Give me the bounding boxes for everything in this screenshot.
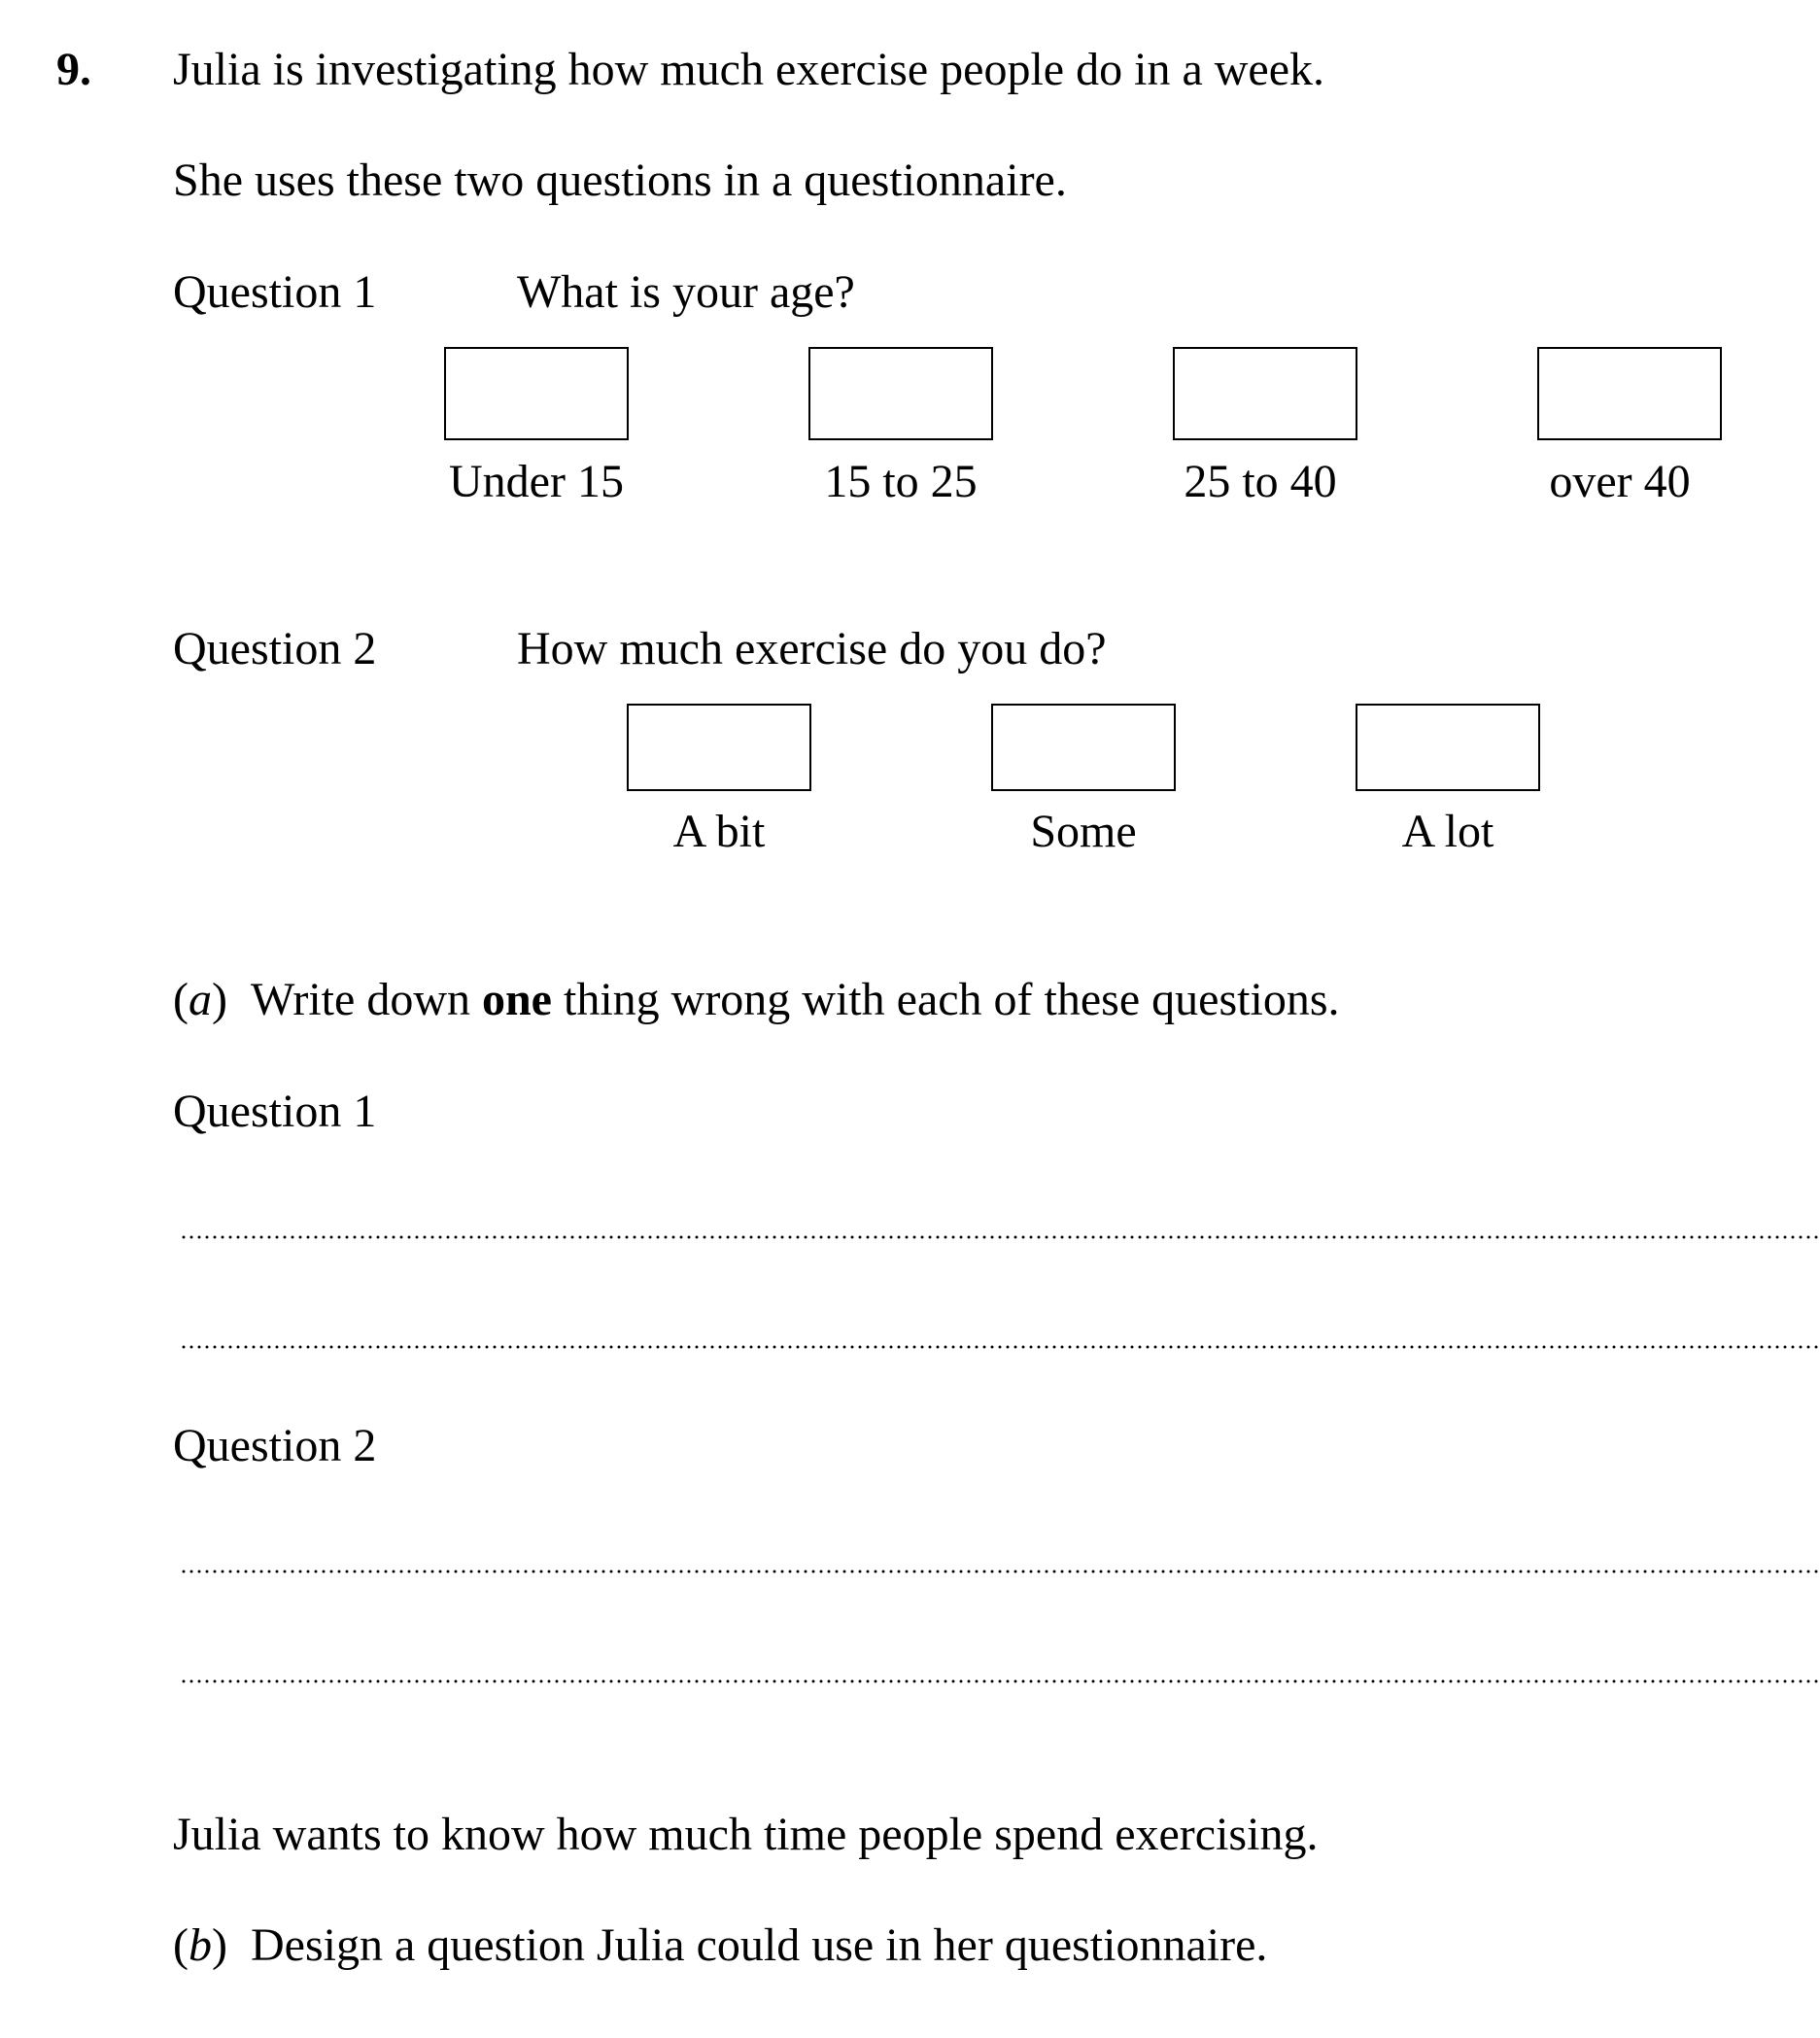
q2-text: How much exercise do you do?: [517, 623, 1107, 674]
question-number: 9.: [56, 44, 91, 95]
q2-option-label-1: A bit: [672, 806, 766, 857]
part-a-q2-label: Question 2: [173, 1420, 377, 1471]
answer-line-2[interactable]: [180, 1344, 1820, 1350]
part-a-letter: a: [188, 974, 212, 1025]
part-b-intro: Julia wants to know how much time people spend exercising.: [173, 1809, 1319, 1860]
answer-line-4[interactable]: [180, 1678, 1820, 1684]
q1-label: Question 1: [173, 266, 377, 318]
part-b-instruction: (b) Design a question Julia could use in her questionnaire.: [173, 1919, 1268, 1971]
q2-label: Question 2: [173, 623, 377, 674]
q1-option-label-1: Under 15: [449, 456, 624, 507]
part-a-text-before: Write down: [250, 974, 482, 1025]
q2-option-box-2[interactable]: [991, 704, 1176, 791]
q1-text: What is your age?: [517, 266, 855, 318]
answer-line-1[interactable]: [180, 1234, 1820, 1240]
answer-line-3[interactable]: [180, 1569, 1820, 1574]
part-a-q1-label: Question 1: [173, 1086, 377, 1137]
part-a-instruction: (a) Write down one thing wrong with each of these questions.: [173, 974, 1340, 1025]
q1-option-label-3: 25 to 40: [1184, 456, 1337, 507]
part-a-text-bold: one: [481, 974, 552, 1025]
q2-option-box-1[interactable]: [627, 704, 811, 791]
q1-option-label-2: 15 to 25: [824, 456, 978, 507]
part-b-text: Design a question Julia could use in her questionnaire.: [250, 1919, 1268, 1971]
part-b-letter: b: [188, 1919, 212, 1971]
q1-option-box-1[interactable]: [444, 347, 629, 440]
q2-option-box-3[interactable]: [1356, 704, 1540, 791]
q1-option-box-3[interactable]: [1173, 347, 1357, 440]
q1-option-box-2[interactable]: [808, 347, 993, 440]
q1-option-box-4[interactable]: [1537, 347, 1722, 440]
intro-line-2: She uses these two questions in a questionnaire.: [173, 155, 1067, 206]
intro-line-1: Julia is investigating how much exercise people do in a week.: [173, 44, 1325, 95]
part-a-text-after: thing wrong with each of these questions.: [551, 974, 1340, 1025]
q2-option-label-3: A lot: [1401, 806, 1494, 857]
q1-option-label-4: over 40: [1549, 456, 1691, 507]
q2-option-label-2: Some: [1030, 806, 1137, 857]
